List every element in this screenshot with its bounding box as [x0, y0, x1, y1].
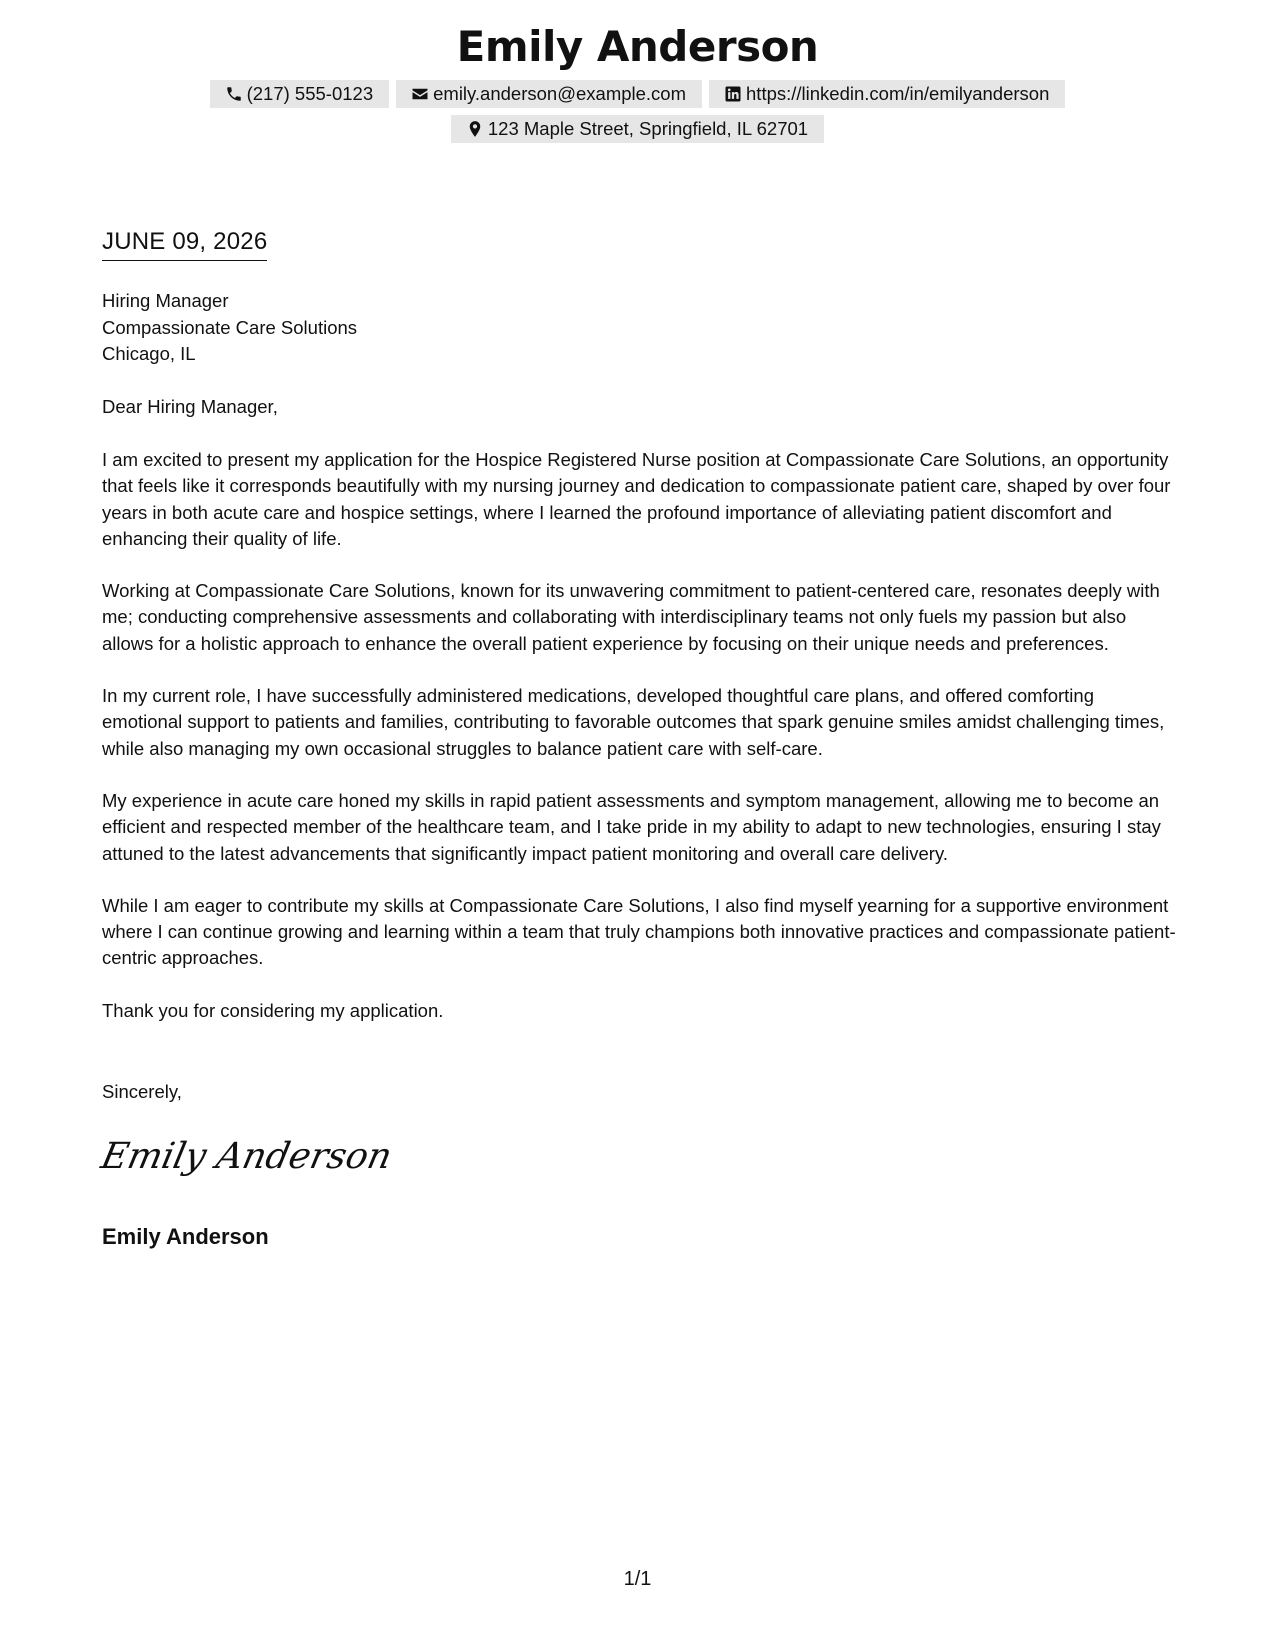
applicant-name: Emily Anderson — [456, 22, 819, 71]
linkedin-chip[interactable] — [709, 80, 1065, 108]
body-paragraph: My experience in acute care honed my skills in rapid patient assessments and symptom management, allowing me to become an efficient and respected member of the healthcare team, and I take pride in my ability to adapt to new technologies, ensuring I stay attuned to the latest advancements that significantly impact patient monitoring and overall care delivery. — [102, 789, 1161, 864]
envelope-icon — [410, 84, 430, 104]
handwritten-signature — [97, 1128, 396, 1184]
body-paragraph: In my current role, I have successfully administered medications, developed thoughtful care plans, and offered comforting emotional support to patients and families, contributing to favorable outcomes that spark genuine smiles amidst challenging times, while also managing my own occasional struggles to balance patient care with self-care. — [102, 685, 1165, 759]
closing: Sincerely, — [102, 1081, 182, 1102]
recipient-block — [102, 288, 357, 368]
recipient-location: Chicago, IL — [102, 343, 196, 364]
signature-glyphs: Emily Anderson — [97, 1134, 396, 1177]
body-paragraph: Working at Compassionate Care Solutions, known for its unwavering commitment to patient-centered care, resonates deeply with me; conducting comprehensive assessments and collaborating with interdisciplinary teams not only fuels my passion but also allows for a holistic approach to enhance the overall patient experience by focusing on their unique needs and preferences. — [102, 580, 1160, 654]
phone-icon — [224, 84, 244, 104]
letter-body — [102, 447, 1177, 1050]
address-row — [0, 115, 1275, 143]
address-text: 123 Maple Street, Springfield, IL 62701 — [487, 118, 809, 139]
letter-date: JUNE 09, 2026 — [102, 228, 267, 261]
map-pin-icon — [465, 119, 485, 139]
email-text: emily.anderson@example.com — [433, 83, 687, 104]
page-number: 1/1 — [623, 1568, 652, 1590]
address-chip — [451, 115, 824, 143]
signer-name: Emily Anderson — [102, 1224, 269, 1249]
contact-info-row — [0, 80, 1275, 108]
recipient-title: Hiring Manager — [102, 290, 229, 311]
body-paragraph: Thank you for considering my application. — [102, 999, 444, 1021]
phone-chip[interactable] — [210, 80, 390, 108]
body-paragraph: While I am eager to contribute my skills at Compassionate Care Solutions, I also find myself yearning for a supportive environment where I can continue growing and learning within a team that truly champions both innovative practices and compassionate patient-centric approaches. — [102, 894, 1176, 969]
salutation: Dear Hiring Manager, — [102, 396, 278, 417]
recipient-company: Compassionate Care Solutions — [102, 316, 358, 338]
linkedin-text: https://linkedin.com/in/emilyanderson — [746, 83, 1050, 104]
body-paragraph: I am excited to present my application for the Hospice Registered Nurse position at Compassionate Care Solutions, an opportunity that feels like it corresponds beautifully with my nursing journey and dedication to compassionate patient care, shaped by over four years in both acute care and hospice settings, where I learned the profound importance of alleviating patient discomfort and enhancing their quality of life. — [102, 449, 1171, 549]
linkedin-icon — [723, 84, 743, 104]
email-chip[interactable] — [396, 80, 702, 108]
phone-text: (217) 555-0123 — [246, 83, 374, 104]
